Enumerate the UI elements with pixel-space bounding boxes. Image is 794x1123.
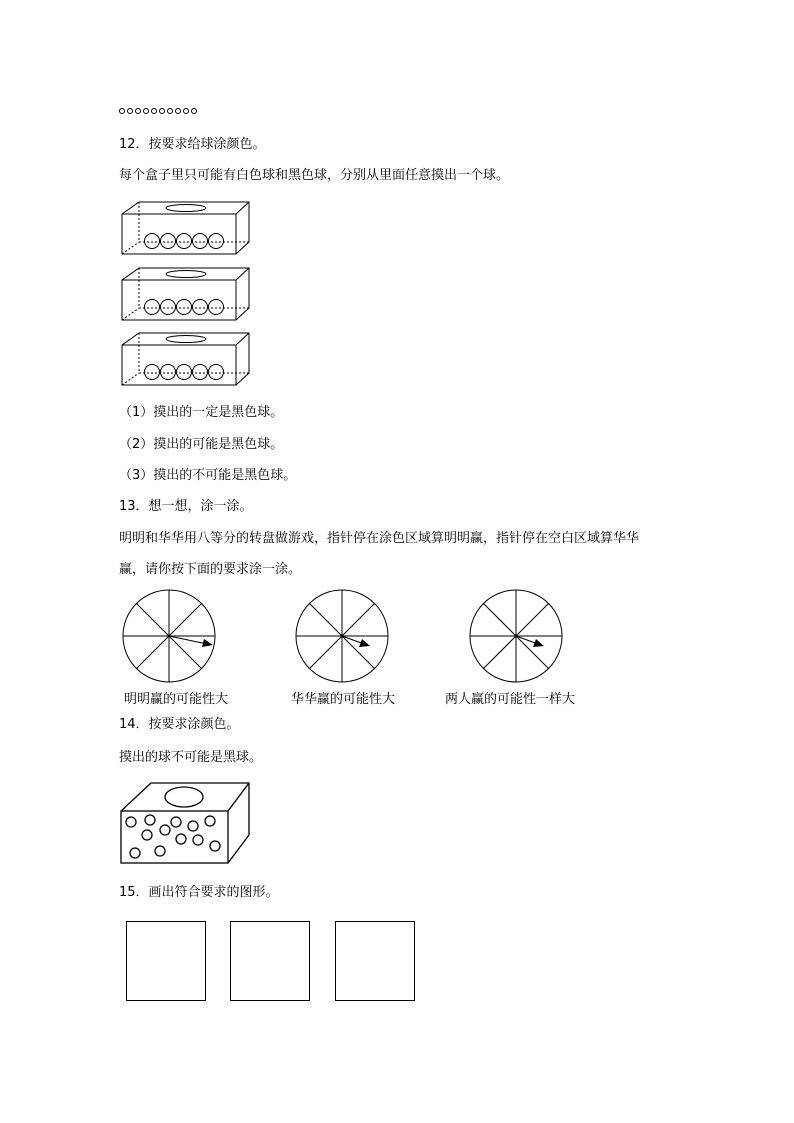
circle-mark <box>175 108 181 114</box>
drawing-square-2 <box>230 921 310 1001</box>
spinner-3-caption: 两人赢的可能性一样大 <box>445 692 576 707</box>
ball-box-dotted <box>118 779 253 867</box>
circle-mark <box>119 108 125 114</box>
circle-mark <box>143 108 149 114</box>
question-13-title: 13．想一想，涂一涂。 <box>119 499 253 514</box>
question-12-item-1: （1）摸出的一定是黑色球。 <box>119 405 284 420</box>
question-14-title: 14．按要求涂颜色。 <box>119 717 240 732</box>
ball-box-1 <box>118 198 258 260</box>
spinner-2-caption: 华华赢的可能性大 <box>291 692 396 707</box>
question-14-description: 摸出的球不可能是黑球。 <box>119 750 263 765</box>
question-13-description-line-1: 明明和华华用八等分的转盘做游戏，指针停在涂色区域算明明赢，指针停在空白区域算华华 <box>119 531 640 546</box>
circle-mark <box>127 108 133 114</box>
spinner-3 <box>468 588 564 684</box>
ball-box-2 <box>118 264 258 326</box>
question-12-item-3: （3）摸出的不可能是黑色球。 <box>119 468 297 483</box>
question-12-title: 12．按要求给球涂颜色。 <box>119 137 266 152</box>
drawing-square-1 <box>126 921 206 1001</box>
decorative-circle-row <box>119 108 197 114</box>
drawing-square-3 <box>335 921 415 1001</box>
question-13-description-line-2: 赢，请你按下面的要求涂一涂。 <box>119 562 302 577</box>
question-12-description: 每个盒子里只可能有白色球和黑色球，分别从里面任意摸出一个球。 <box>119 168 510 183</box>
circle-mark <box>159 108 165 114</box>
circle-mark <box>151 108 157 114</box>
circle-mark <box>191 108 197 114</box>
circle-mark <box>183 108 189 114</box>
question-12-item-2: （2）摸出的可能是黑色球。 <box>119 437 284 452</box>
circle-mark <box>135 108 141 114</box>
ball-box-3 <box>118 329 258 391</box>
circle-mark <box>167 108 173 114</box>
spinner-1 <box>121 588 217 684</box>
question-15-title: 15．画出符合要求的图形。 <box>119 885 279 900</box>
spinner-1-caption: 明明赢的可能性大 <box>124 692 229 707</box>
spinner-2 <box>294 588 390 684</box>
